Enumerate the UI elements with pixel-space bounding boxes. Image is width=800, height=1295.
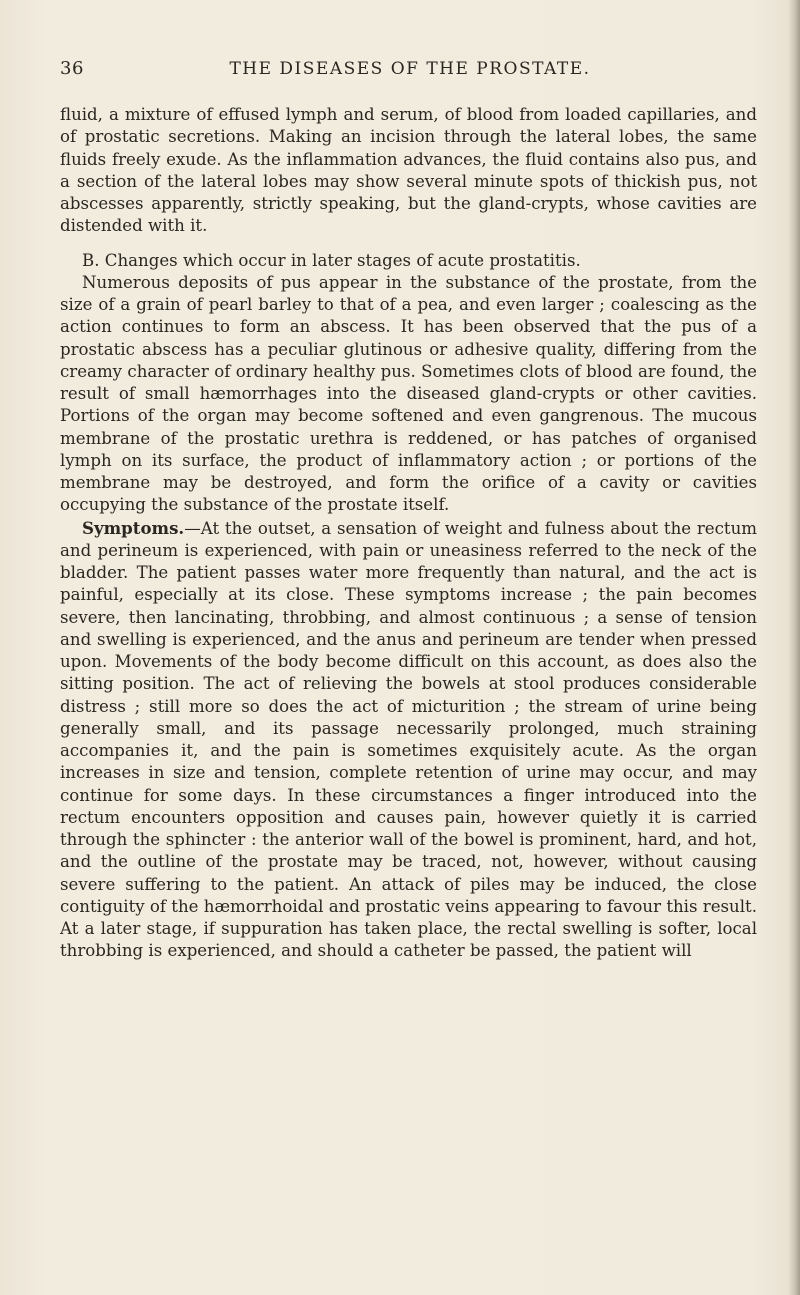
running-head: THE DISEASES OF THE PROSTATE.: [229, 59, 591, 79]
page-number: 36: [60, 58, 84, 79]
section-heading-b: B. Changes which occur in later stages of acute prostatitis.: [82, 250, 581, 270]
body-text: [60, 104, 757, 963]
symptoms-text: —At the outset, a sensation of weight and fulness about the rectum and perineum is experienced, with pain or uneasiness referred to the neck of the bladder. The patient passes water more frequently than natural, and the act is painful, especially at its close. These symptoms increase ; the pain becomes severe, then lancinating, throbbing, and almost continuous ; a sense of tension and swelling is experienced, and the anus and perineum are tender when pressed upon. Movements of the body become difficult on this account, as does also the sitting position. The act of relieving the bowels at stool produces considerable distress ; still more so does the act of micturition ; the stream of urine being generally small, and its passage necessarily prolonged, much straining accompanies it, and the pain is sometimes exquisitely acute. As the organ increases in size and tension, complete retention of urine may occur, and may continue for some days. In these circumstances a finger introduced into the rectum encounters opposition and causes pain, however quietly it is carried through the sphincter : the anterior wall of the bowel is prominent, hard, and hot, and the outline of the prostate may be traced, not, however, without causing severe suffering to the patient. An attack of piles may be induced, the close contiguity of the hæmorrhoidal and prostatic veins appearing to favour this result. At a later stage, if suppuration has taken place, the rectal swelling is softer, local throbbing is experienced, and should a catheter be passed, the patient will: [60, 518, 757, 961]
symptoms-heading: Symptoms.: [82, 517, 185, 538]
page-edge-shadow: [788, 0, 800, 1295]
paragraph-continuation: fluid, a mixture of effused lymph and serum, of blood from loaded capillaries, and of prostatic secretions. Making an incision through the lateral lobes, the same fluids freely exude. As the inflammation advances, the fluid contains also pus, and a section of the lateral lobes may show several minute spots of thickish pus, not abscesses apparently, strictly speaking, but the gland-crypts, whose cavities are distended with it.: [60, 105, 757, 236]
paragraph-symptoms: [60, 517, 757, 963]
paragraph-pus-deposits: Numerous deposits of pus appear in the substance of the prostate, from the size of a grain of pearl barley to that of a pea, and even larger ; coalescing as the action continues to form an abscess. It has been observed that the pus of a prostatic abscess has a peculiar glutinous or adhesive quality, differing from the creamy character of ordinary healthy pus. Sometimes clots of blood are found, the result of small hæmorrhages into the diseased gland-crypts or other cavities. Portions of the organ may become softened and even gangrenous. The mucous membrane of the prostatic urethra is reddened, or has patches of organised lymph on its surface, the product of inflammatory action ; or portions of the membrane may be destroyed, and form the orifice of a cavity or cavities occupying the substance of the prostate itself.: [60, 272, 757, 515]
page-header: [60, 58, 760, 84]
